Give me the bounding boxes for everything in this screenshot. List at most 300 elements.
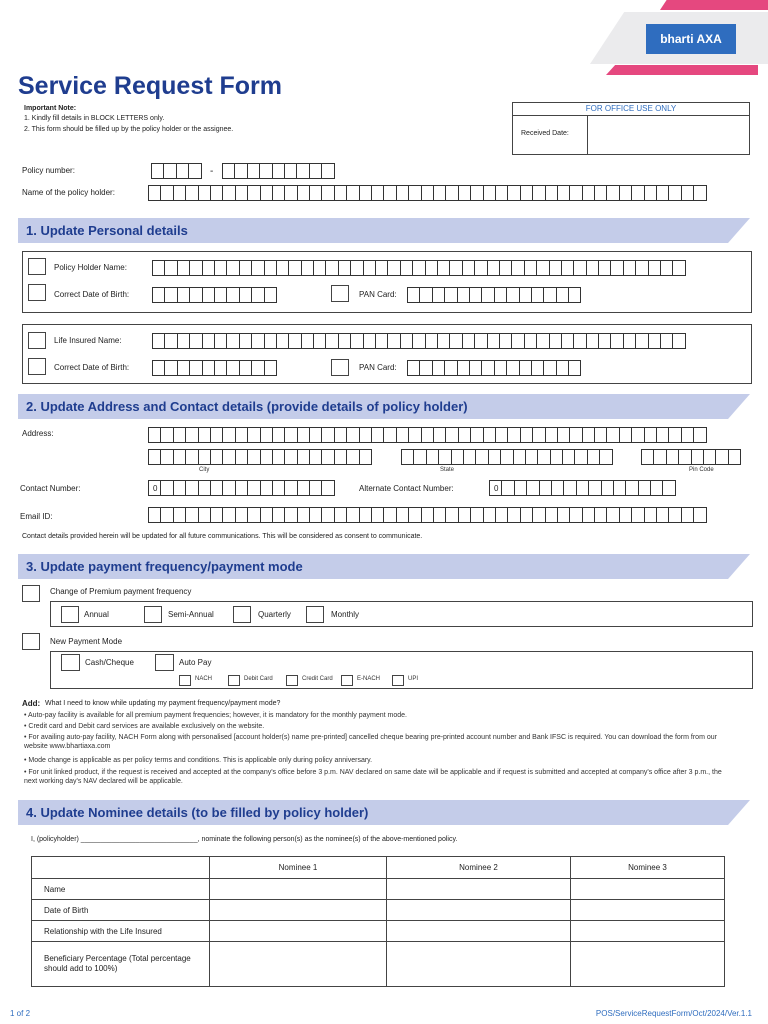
character-box[interactable] <box>672 260 685 276</box>
character-box[interactable] <box>247 449 260 465</box>
character-box[interactable] <box>619 507 632 523</box>
character-box[interactable] <box>202 333 215 349</box>
character-box[interactable] <box>264 287 277 303</box>
policy-holder-name-field[interactable] <box>152 260 685 276</box>
character-box[interactable] <box>660 333 673 349</box>
character-box[interactable] <box>606 427 619 443</box>
character-box[interactable] <box>587 449 600 465</box>
character-box[interactable] <box>321 427 334 443</box>
character-box[interactable] <box>148 449 161 465</box>
character-box[interactable] <box>408 185 421 201</box>
character-box[interactable] <box>176 163 189 179</box>
nominee-2-name-cell[interactable] <box>387 879 571 900</box>
character-box[interactable] <box>557 185 570 201</box>
character-box[interactable] <box>284 507 297 523</box>
character-box[interactable] <box>350 260 363 276</box>
credit-card-checkbox[interactable] <box>286 675 298 686</box>
character-box[interactable] <box>284 163 297 179</box>
character-box[interactable] <box>586 333 599 349</box>
character-box[interactable] <box>594 427 607 443</box>
character-box[interactable] <box>284 185 297 201</box>
character-box[interactable] <box>288 333 301 349</box>
character-box[interactable] <box>588 480 601 496</box>
nominee-3-percentage-cell[interactable] <box>571 942 725 987</box>
character-box[interactable] <box>474 260 487 276</box>
character-box[interactable] <box>371 185 384 201</box>
character-box[interactable] <box>210 185 223 201</box>
character-box[interactable] <box>173 427 186 443</box>
character-box[interactable] <box>470 427 483 443</box>
character-box[interactable] <box>260 185 273 201</box>
character-box[interactable] <box>400 333 413 349</box>
character-box[interactable] <box>606 185 619 201</box>
character-box[interactable] <box>239 260 252 276</box>
character-box[interactable] <box>338 333 351 349</box>
character-box[interactable] <box>325 333 338 349</box>
nominee-2-dob-cell[interactable] <box>387 900 571 921</box>
character-box[interactable] <box>151 163 164 179</box>
character-box[interactable] <box>557 507 570 523</box>
character-box[interactable] <box>681 427 694 443</box>
character-box[interactable] <box>463 449 476 465</box>
character-box[interactable] <box>619 427 632 443</box>
character-box[interactable] <box>214 287 227 303</box>
character-box[interactable] <box>272 185 285 201</box>
character-box[interactable] <box>152 333 165 349</box>
character-box[interactable] <box>610 333 623 349</box>
character-box[interactable] <box>524 333 537 349</box>
character-box[interactable] <box>234 163 247 179</box>
character-box[interactable] <box>152 260 165 276</box>
address-line-1[interactable] <box>148 427 706 443</box>
received-date-field[interactable] <box>588 116 749 154</box>
character-box[interactable] <box>506 287 519 303</box>
character-box[interactable] <box>495 507 508 523</box>
character-box[interactable] <box>160 185 173 201</box>
annual-checkbox[interactable] <box>61 606 79 623</box>
character-box[interactable] <box>334 185 347 201</box>
character-box[interactable] <box>662 480 675 496</box>
character-box[interactable] <box>536 333 549 349</box>
character-box[interactable] <box>594 507 607 523</box>
character-box[interactable] <box>444 360 457 376</box>
character-box[interactable] <box>338 260 351 276</box>
character-box[interactable] <box>494 287 507 303</box>
character-box[interactable] <box>526 480 539 496</box>
character-box[interactable] <box>635 333 648 349</box>
character-box[interactable] <box>549 333 562 349</box>
character-box[interactable] <box>247 480 260 496</box>
character-box[interactable] <box>494 360 507 376</box>
character-box[interactable] <box>202 287 215 303</box>
character-box[interactable] <box>408 507 421 523</box>
character-box[interactable] <box>525 449 538 465</box>
character-box[interactable] <box>668 507 681 523</box>
character-box[interactable] <box>462 260 475 276</box>
character-box[interactable] <box>297 427 310 443</box>
character-box[interactable] <box>556 360 569 376</box>
character-box[interactable] <box>625 480 638 496</box>
character-box[interactable] <box>432 360 445 376</box>
character-box[interactable] <box>401 449 414 465</box>
character-box[interactable] <box>346 507 359 523</box>
character-box[interactable] <box>599 449 612 465</box>
character-box[interactable] <box>631 185 644 201</box>
character-box[interactable] <box>653 449 666 465</box>
character-box[interactable] <box>549 260 562 276</box>
character-box[interactable] <box>185 449 198 465</box>
character-box[interactable] <box>499 333 512 349</box>
character-box[interactable] <box>511 333 524 349</box>
character-box[interactable] <box>666 449 679 465</box>
update-life-insured-pan-checkbox[interactable] <box>331 359 349 376</box>
character-box[interactable] <box>346 427 359 443</box>
character-box[interactable] <box>449 333 462 349</box>
character-box[interactable] <box>260 449 273 465</box>
character-box[interactable] <box>396 185 409 201</box>
character-box[interactable] <box>537 449 550 465</box>
character-box[interactable] <box>419 287 432 303</box>
character-box[interactable] <box>272 449 285 465</box>
character-box[interactable] <box>501 480 514 496</box>
character-box[interactable] <box>445 427 458 443</box>
character-box[interactable] <box>532 427 545 443</box>
character-box[interactable] <box>631 427 644 443</box>
character-box[interactable] <box>148 427 161 443</box>
character-box[interactable] <box>247 163 260 179</box>
character-box[interactable] <box>660 260 673 276</box>
character-box[interactable] <box>346 185 359 201</box>
email-input[interactable] <box>148 507 706 523</box>
change-frequency-checkbox[interactable] <box>22 585 40 602</box>
character-box[interactable] <box>198 185 211 201</box>
pan-field[interactable] <box>407 287 580 303</box>
dob-field[interactable] <box>152 287 276 303</box>
character-box[interactable] <box>556 287 569 303</box>
character-box[interactable] <box>276 260 289 276</box>
character-box[interactable] <box>419 360 432 376</box>
cash-cheque-checkbox[interactable] <box>61 654 80 671</box>
character-box[interactable] <box>519 360 532 376</box>
character-box[interactable] <box>539 480 552 496</box>
character-box[interactable] <box>264 360 277 376</box>
character-box[interactable] <box>260 427 273 443</box>
character-box[interactable] <box>160 449 173 465</box>
character-box[interactable] <box>185 507 198 523</box>
life-insured-dob-field[interactable] <box>152 360 276 376</box>
character-box[interactable] <box>164 333 177 349</box>
character-box[interactable] <box>594 185 607 201</box>
character-box[interactable] <box>693 507 706 523</box>
character-box[interactable] <box>483 507 496 523</box>
character-box[interactable] <box>487 260 500 276</box>
character-box[interactable] <box>532 185 545 201</box>
character-box[interactable] <box>297 185 310 201</box>
character-box[interactable] <box>483 185 496 201</box>
nominee-3-dob-cell[interactable] <box>571 900 725 921</box>
character-box[interactable] <box>387 260 400 276</box>
character-box[interactable] <box>644 427 657 443</box>
character-box[interactable] <box>160 427 173 443</box>
character-box[interactable] <box>421 427 434 443</box>
character-box[interactable] <box>202 360 215 376</box>
character-box[interactable] <box>173 507 186 523</box>
character-box[interactable] <box>407 287 420 303</box>
nominee-1-relationship-cell[interactable] <box>210 921 387 942</box>
character-box[interactable] <box>598 333 611 349</box>
character-box[interactable] <box>433 507 446 523</box>
character-box[interactable] <box>173 449 186 465</box>
character-box[interactable] <box>672 333 685 349</box>
character-box[interactable] <box>239 287 252 303</box>
character-box[interactable] <box>226 260 239 276</box>
character-box[interactable] <box>458 185 471 201</box>
character-box[interactable] <box>297 449 310 465</box>
character-box[interactable] <box>309 449 322 465</box>
character-box[interactable] <box>641 449 654 465</box>
character-box[interactable] <box>408 427 421 443</box>
character-box[interactable] <box>495 185 508 201</box>
character-box[interactable] <box>301 333 314 349</box>
character-box[interactable] <box>309 480 322 496</box>
character-box[interactable] <box>321 163 334 179</box>
character-box[interactable] <box>239 360 252 376</box>
contact-number-input[interactable] <box>148 480 334 496</box>
character-box[interactable] <box>400 260 413 276</box>
character-box[interactable] <box>656 185 669 201</box>
character-box[interactable] <box>543 287 556 303</box>
character-box[interactable] <box>264 260 277 276</box>
character-box[interactable] <box>470 185 483 201</box>
character-box[interactable] <box>346 449 359 465</box>
character-box[interactable] <box>313 260 326 276</box>
nominee-2-percentage-cell[interactable] <box>387 942 571 987</box>
upi-checkbox[interactable] <box>392 675 404 686</box>
auto-pay-checkbox[interactable] <box>155 654 174 671</box>
character-box[interactable] <box>189 360 202 376</box>
character-box[interactable] <box>576 480 589 496</box>
character-box[interactable] <box>321 480 334 496</box>
character-box[interactable] <box>334 449 347 465</box>
character-box[interactable] <box>426 449 439 465</box>
character-box[interactable] <box>198 427 211 443</box>
character-box[interactable] <box>189 287 202 303</box>
character-box[interactable] <box>325 260 338 276</box>
character-box[interactable] <box>363 260 376 276</box>
character-box[interactable] <box>296 163 309 179</box>
character-box[interactable] <box>557 427 570 443</box>
character-box[interactable] <box>520 185 533 201</box>
character-box[interactable] <box>214 260 227 276</box>
character-box[interactable] <box>520 507 533 523</box>
character-box[interactable] <box>177 287 190 303</box>
character-box[interactable] <box>334 507 347 523</box>
update-policy-holder-checkbox[interactable] <box>28 258 46 275</box>
character-box[interactable] <box>425 333 438 349</box>
character-box[interactable] <box>451 449 464 465</box>
character-box[interactable] <box>582 507 595 523</box>
character-box[interactable] <box>202 260 215 276</box>
character-box[interactable] <box>545 185 558 201</box>
character-box[interactable] <box>301 260 314 276</box>
character-box[interactable] <box>383 507 396 523</box>
update-life-insured-dob-checkbox[interactable] <box>28 358 46 375</box>
character-box[interactable] <box>413 449 426 465</box>
character-box[interactable] <box>562 449 575 465</box>
character-box[interactable] <box>251 360 264 376</box>
character-box[interactable] <box>445 185 458 201</box>
character-box[interactable] <box>276 333 289 349</box>
character-box[interactable] <box>321 449 334 465</box>
character-box[interactable] <box>177 360 190 376</box>
update-life-insured-checkbox[interactable] <box>28 332 46 349</box>
character-box[interactable] <box>272 427 285 443</box>
character-box[interactable] <box>474 333 487 349</box>
nominee-3-name-cell[interactable] <box>571 879 725 900</box>
character-box[interactable] <box>623 333 636 349</box>
character-box[interactable] <box>371 427 384 443</box>
character-box[interactable] <box>189 260 202 276</box>
character-box[interactable] <box>656 507 669 523</box>
character-box[interactable] <box>631 507 644 523</box>
character-box[interactable] <box>531 287 544 303</box>
character-box[interactable] <box>247 427 260 443</box>
character-box[interactable] <box>507 427 520 443</box>
character-box[interactable] <box>235 427 248 443</box>
character-box[interactable] <box>284 427 297 443</box>
character-box[interactable] <box>164 287 177 303</box>
character-box[interactable] <box>500 449 513 465</box>
address-city-input[interactable] <box>148 449 371 465</box>
character-box[interactable] <box>375 260 388 276</box>
character-box[interactable] <box>235 480 248 496</box>
character-box[interactable] <box>163 163 176 179</box>
character-box[interactable] <box>437 260 450 276</box>
life-insured-pan-field[interactable] <box>407 360 580 376</box>
character-box[interactable] <box>656 427 669 443</box>
character-box[interactable] <box>363 333 376 349</box>
character-box[interactable] <box>532 507 545 523</box>
character-box[interactable] <box>235 449 248 465</box>
character-box[interactable] <box>185 480 198 496</box>
character-box[interactable] <box>573 260 586 276</box>
character-box[interactable] <box>507 185 520 201</box>
character-box[interactable] <box>668 185 681 201</box>
character-box[interactable] <box>543 360 556 376</box>
semi-annual-checkbox[interactable] <box>144 606 162 623</box>
character-box[interactable] <box>334 427 347 443</box>
character-box[interactable] <box>321 507 334 523</box>
character-box[interactable] <box>569 507 582 523</box>
character-box[interactable] <box>421 185 434 201</box>
character-box[interactable] <box>487 333 500 349</box>
character-box[interactable] <box>569 185 582 201</box>
character-box[interactable] <box>297 480 310 496</box>
character-box[interactable] <box>481 287 494 303</box>
update-dob-checkbox[interactable] <box>28 284 46 301</box>
character-box[interactable] <box>506 360 519 376</box>
monthly-checkbox[interactable] <box>306 606 324 623</box>
character-box[interactable] <box>610 260 623 276</box>
character-box[interactable] <box>387 333 400 349</box>
character-box[interactable] <box>638 480 651 496</box>
character-box[interactable] <box>235 507 248 523</box>
character-box[interactable] <box>437 333 450 349</box>
character-box[interactable] <box>396 507 409 523</box>
character-box[interactable] <box>272 163 285 179</box>
life-insured-name-field[interactable] <box>152 333 685 349</box>
character-box[interactable] <box>198 449 211 465</box>
character-box[interactable] <box>644 185 657 201</box>
character-box[interactable] <box>210 449 223 465</box>
character-box[interactable] <box>488 449 501 465</box>
quarterly-checkbox[interactable] <box>233 606 251 623</box>
character-box[interactable] <box>551 480 564 496</box>
policy-number-input[interactable] <box>222 163 334 179</box>
character-box[interactable] <box>514 480 527 496</box>
character-box[interactable] <box>350 333 363 349</box>
character-box[interactable] <box>507 507 520 523</box>
character-box[interactable] <box>226 333 239 349</box>
character-box[interactable] <box>613 480 626 496</box>
character-box[interactable] <box>693 185 706 201</box>
character-box[interactable] <box>545 427 558 443</box>
character-box[interactable] <box>251 260 264 276</box>
character-box[interactable] <box>309 427 322 443</box>
character-box[interactable] <box>222 449 235 465</box>
character-box[interactable] <box>222 480 235 496</box>
character-box[interactable] <box>284 449 297 465</box>
character-box[interactable] <box>568 360 581 376</box>
new-payment-mode-checkbox[interactable] <box>22 633 40 650</box>
address-state-input[interactable] <box>401 449 612 465</box>
character-box[interactable] <box>222 507 235 523</box>
character-box[interactable] <box>561 333 574 349</box>
character-box[interactable] <box>569 427 582 443</box>
character-box[interactable] <box>264 333 277 349</box>
character-box[interactable] <box>513 449 526 465</box>
character-box[interactable] <box>691 449 704 465</box>
character-box[interactable] <box>189 333 202 349</box>
character-box[interactable] <box>313 333 326 349</box>
character-box[interactable] <box>433 185 446 201</box>
address-pincode-input[interactable] <box>641 449 740 465</box>
character-box[interactable] <box>260 507 273 523</box>
character-box[interactable] <box>573 333 586 349</box>
character-box[interactable] <box>288 260 301 276</box>
character-box[interactable] <box>606 507 619 523</box>
character-box[interactable] <box>160 507 173 523</box>
policy-holder-name-input[interactable] <box>148 185 706 201</box>
character-box[interactable] <box>222 163 235 179</box>
character-box[interactable] <box>703 449 716 465</box>
character-box[interactable] <box>457 360 470 376</box>
character-box[interactable] <box>309 185 322 201</box>
character-box[interactable] <box>177 333 190 349</box>
character-box[interactable] <box>458 427 471 443</box>
character-box[interactable] <box>371 507 384 523</box>
character-box[interactable] <box>648 333 661 349</box>
character-box[interactable] <box>563 480 576 496</box>
character-box[interactable] <box>520 427 533 443</box>
character-box[interactable] <box>438 449 451 465</box>
update-pan-checkbox[interactable] <box>331 285 349 302</box>
character-box[interactable] <box>681 507 694 523</box>
character-box[interactable] <box>457 287 470 303</box>
character-box[interactable] <box>198 507 211 523</box>
character-box[interactable] <box>160 480 173 496</box>
character-box[interactable] <box>214 333 227 349</box>
